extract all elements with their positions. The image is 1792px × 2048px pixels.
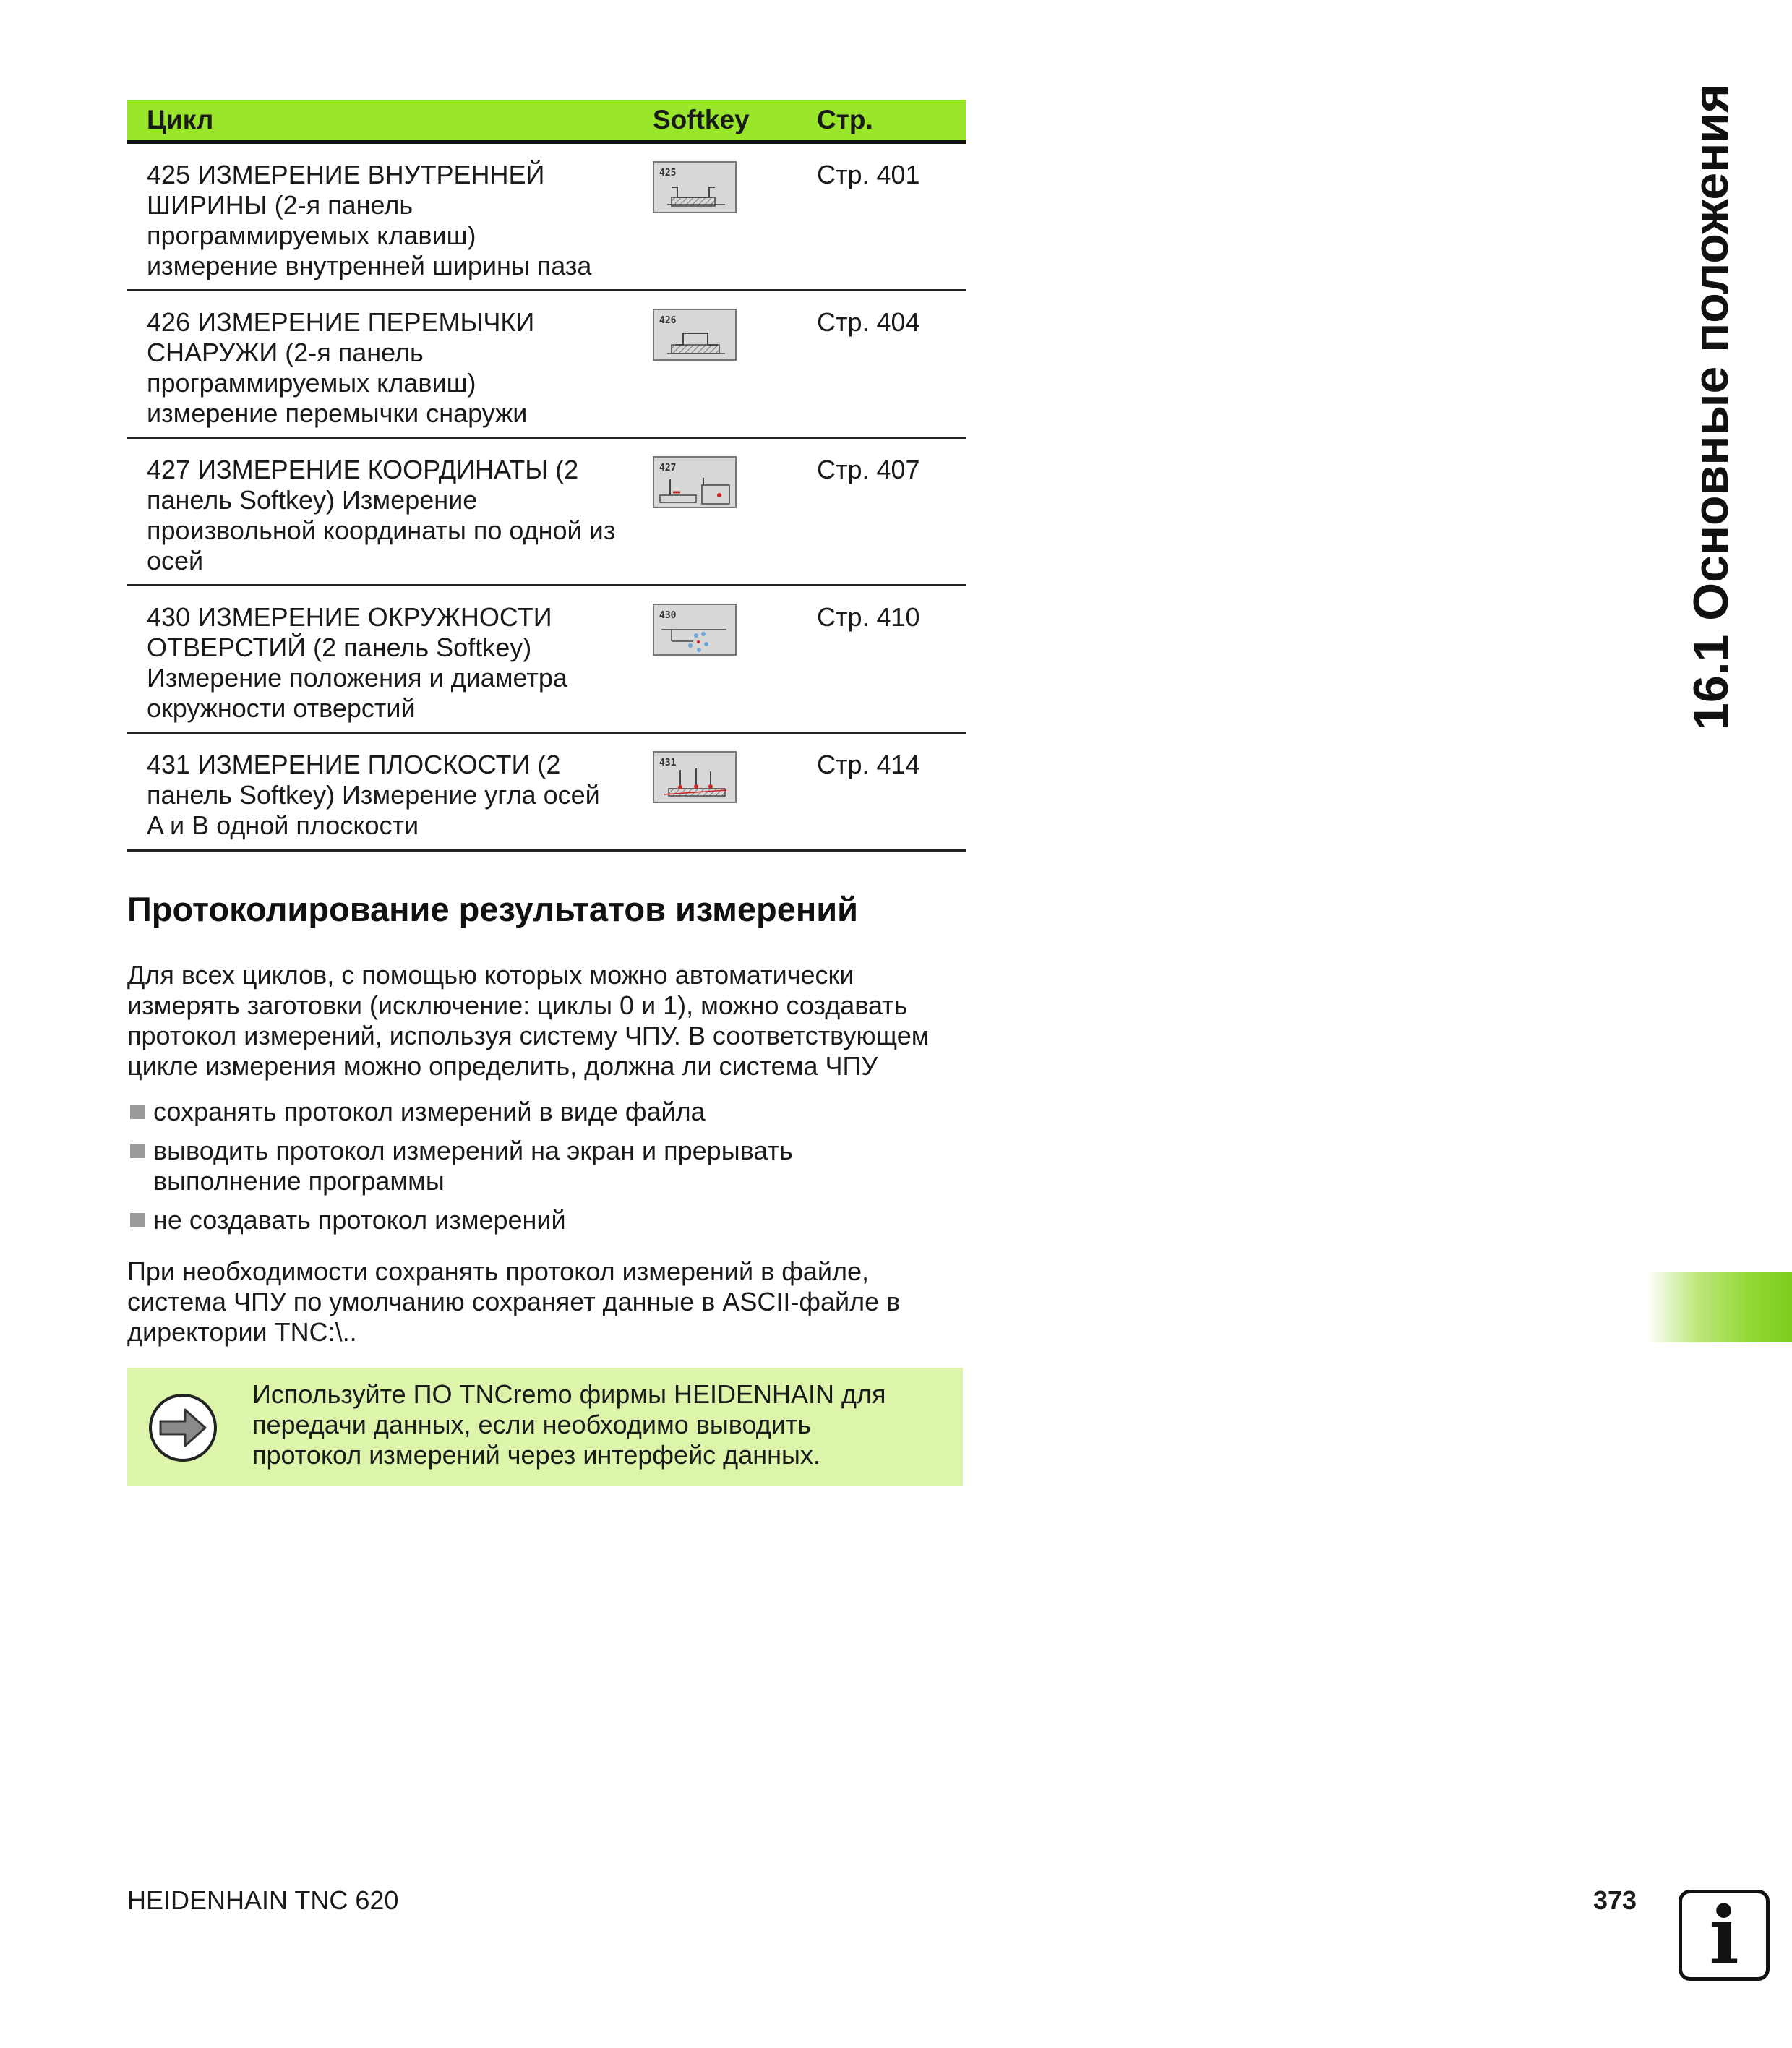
section-title: Протоколирование результатов измерений [127,890,859,928]
arrow-right-icon [147,1392,218,1463]
note-text: Используйте ПО TNCremo фирмы HEIDENHAIN для передачи данных, если необходимо выводить протокол измерений через интерфейс данных. [252,1379,886,1470]
page-number: 373 [1593,1885,1637,1915]
list-item: сохранять протокол измерений в виде файла [127,1097,973,1127]
cycles-table [127,100,966,852]
cycle-description: 430 ИЗМЕРЕНИЕ ОКРУЖНОСТИ ОТВЕРСТИЙ (2 панель Softkey) Измерение положения и диаметра окружности отверстий [147,602,567,723]
page-ref: Стр. 401 [817,160,920,189]
page-ref: Стр. 410 [817,602,920,632]
page-ref: Стр. 414 [817,750,920,779]
note-box [127,1368,963,1486]
bullet-square-icon [130,1105,145,1119]
table-row [127,439,966,586]
cycle-description: 431 ИЗМЕРЕНИЕ ПЛОСКОСТИ (2 панель Softkey) Измерение угла осей A и B одной плоскости [147,750,600,840]
chapter-title: 16.1 Основные положения [1684,84,1739,730]
header-cycle: Цикл [147,105,214,134]
cycle-description: 425 ИЗМЕРЕНИЕ ВНУТРЕННЕЙ ШИРИНЫ (2-я панель программируемых клавиш) измерение внутренней ширины паза [147,160,592,280]
table-row [127,734,966,852]
list-item: выводить протокол измерений на экран и прерывать выполнение программы [127,1136,973,1196]
header-page: Стр. [817,105,873,134]
table-header [127,100,966,144]
footer-product: HEIDENHAIN TNC 620 [127,1885,399,1915]
table-row [127,586,966,734]
outro-paragraph: При необходимости сохранять протокол измерений в файле, система ЧПУ по умолчанию сохраняет данные в ASCII-файле в директории TNC:\.. [127,1256,901,1347]
page-ref: Стр. 407 [817,455,920,484]
bullet-square-icon [130,1144,145,1158]
info-icon: i [1679,1890,1770,1981]
cycle-description: 427 ИЗМЕРЕНИЕ КООРДИНАТЫ (2 панель Softkey) Измерение произвольной координаты по одной из осей [147,455,616,575]
table-row [127,291,966,439]
page-ref: Стр. 404 [817,307,920,337]
cycle-description: 426 ИЗМЕРЕНИЕ ПЕРЕМЫЧКИ СНАРУЖИ (2-я панель программируемых клавиш) измерение перемычки снаружи [147,307,535,428]
options-list [127,1097,973,1244]
softkey-426-icon: 426 [653,309,737,361]
header-softkey: Softkey [653,105,750,134]
softkey-427-icon: 427 [653,456,737,508]
table-row [127,144,966,291]
softkey-431-icon: 431 [653,751,737,803]
intro-paragraph: Для всех циклов, с помощью которых можно автоматически измерять заготовки (исключение: циклы 0 и 1), можно создавать протокол измерений, используя систему ЧПУ. В соответствующем цикле измерения можно определить, должна ли система ЧПУ [127,960,930,1081]
softkey-430-icon: 430 [653,604,737,656]
softkey-425-icon: 425 [653,161,737,213]
chapter-tab [1647,1272,1792,1342]
list-item: не создавать протокол измерений [127,1205,973,1235]
bullet-square-icon [130,1213,145,1227]
